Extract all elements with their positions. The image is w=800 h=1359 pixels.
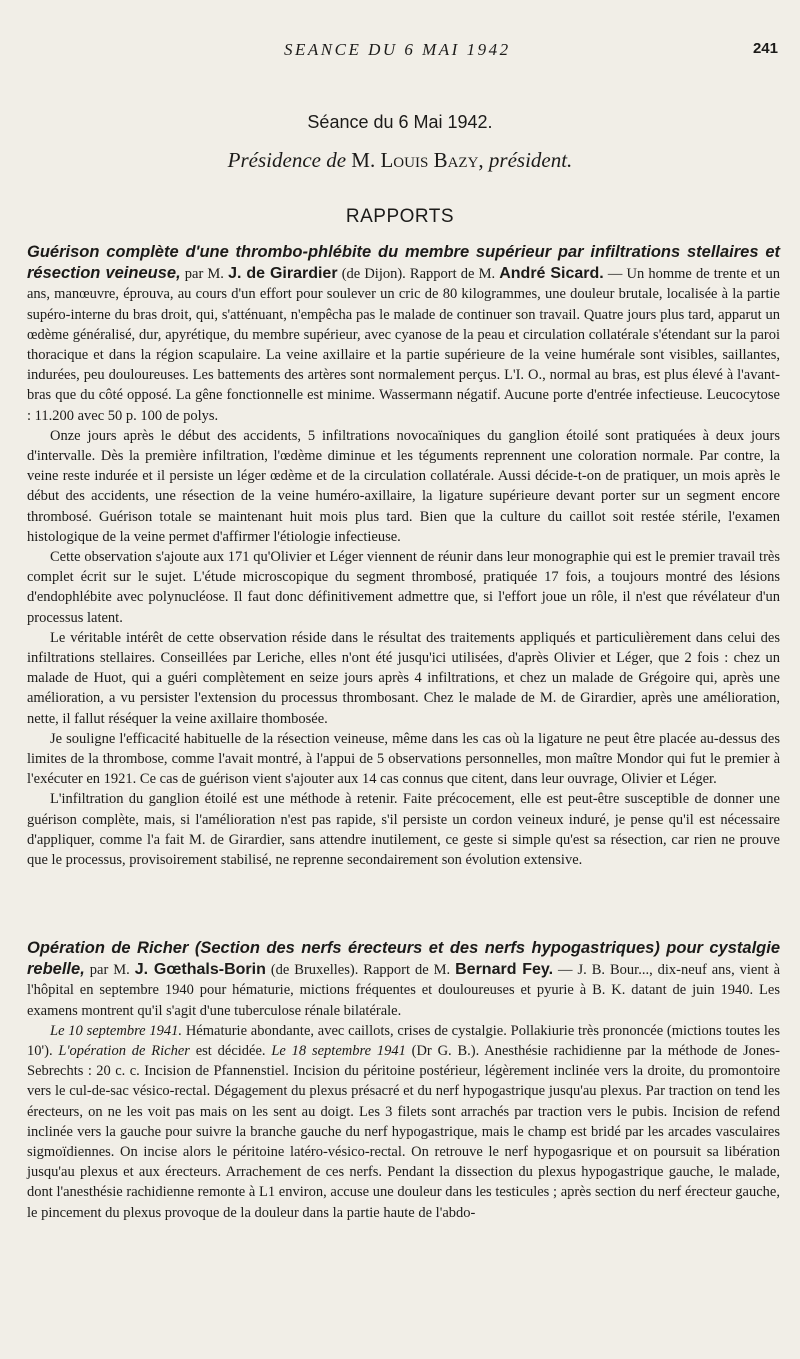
- presidence-line: [0, 148, 800, 173]
- date-label: Le 10 septembre 1941.: [50, 1022, 183, 1039]
- article-title: Guérison complète d'une thrombo-phlébite du membre supérieur par infiltrations stellaires et résection veineuse,: [27, 243, 780, 283]
- article-author: J. Gœthals-Borin: [134, 961, 266, 979]
- article-paragraph: Onze jours après le début des accidents, 5 infiltrations novocaïniques du ganglion étoilé sont pratiquées à deux jours d'intervalle. Dès la première infiltration, l'œdème diminue et les téguments reprennent une coloration normale. Par contre, la veine reste indurée et il persiste un léger œdème et de la circulation collatérale. Aussi décide-t-on de pratiquer, un mois après le début des accidents, une résection de la veine huméro-axillaire, la ligature supérieure devant porter sur un segment encore thrombosé. Guérison totale se maintenant huit mois plus tard. Bien que la culture du caillot soit restée stérile, l'examen histologique de la veine permet d'affirmer l'étiologie infectieuse.: [27, 427, 780, 545]
- article-richer: [27, 938, 780, 1223]
- article-paragraph: [27, 1021, 780, 1223]
- article-rapporteur: Bernard Fey.: [455, 961, 554, 979]
- article-body-text: — Un homme de trente et un ans, manœuvre, éprouva, au cours d'un effort pour soulever un cric de 80 kilogrammes, une douleur brutale, localisée à la partie supéro-interne du bras droit, qui, s'atténuant, n'empêcha pas le malade de continuer son travail. Quatre jours plus tard, apparut un œdème généralisé, dur, apyrétique, du membre supérieur, avec cyanose de la peau et circulation collatérale s'étendant sur la paroi thoracique et dans la région scapulaire. La veine axillaire et la partie supérieure de la veine humérale sont visibles, saillantes, indurées, peu douloureuses. Les battements des artères sont normalement perçus. L'I. O., normal au bras, est plus élevé à l'avant-bras que du côté opposé. La gêne fonctionnelle est minime. Wassermann négatif. Aucune porte d'entrée infectieuse. Leucocytose : 11.200 avec 50 p. 100 de polys.: [27, 266, 780, 424]
- presidence-mr: M.: [351, 148, 376, 172]
- seance-title: Séance du 6 Mai 1942.: [307, 112, 493, 132]
- article-paragraph: L'infiltration du ganglion étoilé est une méthode à retenir. Faite précocement, elle est peut-être susceptible de donner une guérison complète, mais, si l'amélioration n'est pas rapide, s'il persiste un cordon veineux induré, je pense qu'il est nécessaire d'appliquer, comme l'a fait M. de Girardier, sans attendre inutilement, ce geste si simple qu'est sa résection, car rien ne prouve que le processus, provisoirement stabilisé, ne reprenne secondairement son évolution extensive.: [27, 791, 780, 869]
- page-number: 241: [752, 40, 778, 57]
- article-thrombophlebite: [27, 242, 780, 870]
- article-paragraph: Je souligne l'efficacité habituelle de la résection veineuse, même dans les cas où la ligature ne peut être placée au-dessus des limites de la thrombose, comme l'avait montré, à l'appui de 5 observations personnelles, mon maître Mondor qui fut le premier à l'exécuter en 1921. Ce cas de guérison vient s'ajouter aux 14 cas connus que citent, dans leur ouvrage, Olivier et Léger.: [27, 730, 780, 788]
- president-role: président.: [488, 148, 573, 172]
- article-rapporteur: André Sicard.: [499, 265, 604, 283]
- running-head: [0, 40, 800, 64]
- article-body-text: Hématurie abondante, avec caillots, crises de cystalgie. Pollakiurie très prononcée (mictions toutes les 10').: [27, 1022, 781, 1060]
- article-paragraph: Le véritable intérêt de cette observation réside dans le résultat des traitements appliqués et particulièrement dans celui des infiltrations stellaires. Conseillées par Leriche, elles n'ont été jusqu'ici utilisées, d'après Olivier et Léger, que 2 fois : chez un malade de Huot, qui a guéri complètement en seize jours après 4 infiltrations, et chez un malade de Grégoire qui, après une amélioration, a vu persister l'extension du processus thrombosant. Chez le malade de M. de Girardier, après une amélioration, nette, il fallut réséquer la veine axillaire thombosée.: [27, 629, 780, 727]
- running-head-title: SEANCE DU 6 MAI 1942: [284, 40, 511, 59]
- article-body-text: — J. B. Bour..., dix-neuf ans, vient à l'hôpital en septembre 1940 pour hématurie, mictions fréquentes et douloureuses et pyurie à B. K. datant de juin 1940. Les examens montrent qu'il s'agit d'une tuberculose rénale bilatérale.: [27, 962, 781, 1019]
- article-paragraph: [27, 938, 780, 1021]
- presidence-prefix: Présidence de: [227, 148, 347, 172]
- article-title: Opération de Richer (Section des nerfs érecteurs et des nerfs hypogastriques) pour cystalgie rebelle,: [27, 939, 780, 979]
- article-body-text: (Dr G. B.). Anesthésie rachidienne par la méthode de Jones-Sebrechts : 20 c. c. Incision de Pfannenstiel. Incision du péritoine postérieur, légèrement inclinée vers la droite, du promontoire vers le cul-de-sac vésico-rectal. Dégagement du plexus présacré et du nerf hypogastrique jusqu'au plexus. Par traction on tend les érecteurs, on ne les voit pas mais on les sent au doigt. Les 3 filets sont arrachés par traction vers le pubis. Incision de refend inclinée vers la gauche pour suivre la branche gauche du nerf hypogastrique, mais le champ est bridé par les arcades vasculaires sigmoïdiennes. On incise alors le péritoine latéro-vésico-rectal. On retrouve le nerf hypogasrique et on poursuit sa libération jusqu'au plexus et aux érecteurs. Arrachement de ces nerfs. Pendant la dissection du plexus hypogastrique gauche, le malade, dont l'anesthésie rachidienne remonte à L1 environ, accuse une douleur dans les testicules ; après section du nerf érecteur gauche, le pincement du plexus provoque de la douleur dans la partie haute de l'abdo-: [27, 1043, 780, 1221]
- article-par: par M.: [89, 962, 130, 979]
- president-name: Louis Bazy,: [380, 148, 484, 172]
- date-label: Le 18 septembre 1941: [271, 1043, 406, 1060]
- article-par: par M.: [184, 266, 224, 283]
- article-author: J. de Girardier: [228, 265, 338, 283]
- article-paragraph: Cette observation s'ajoute aux 171 qu'Olivier et Léger viennent de réunir dans leur monographie qui est le premier travail très complet écrit sur le sujet. L'étude microscopique du segment thrombosé, pratiquée 17 fois, a toujours montré des lésions d'endophlébite avec polynucléose. Il faut donc définitivement admettre que, si l'effort joue un rôle, il n'est que révélateur d'un processus latent.: [27, 549, 780, 626]
- article-paragraph: [27, 242, 780, 426]
- article-body-text: est décidée.: [189, 1043, 272, 1060]
- operation-name: L'opération de Richer: [58, 1043, 190, 1060]
- article-origin: (de Bruxelles). Rapport de M.: [270, 962, 451, 979]
- article-origin: (de Dijon). Rapport de M.: [341, 266, 496, 283]
- section-heading: RAPPORTS: [345, 206, 455, 227]
